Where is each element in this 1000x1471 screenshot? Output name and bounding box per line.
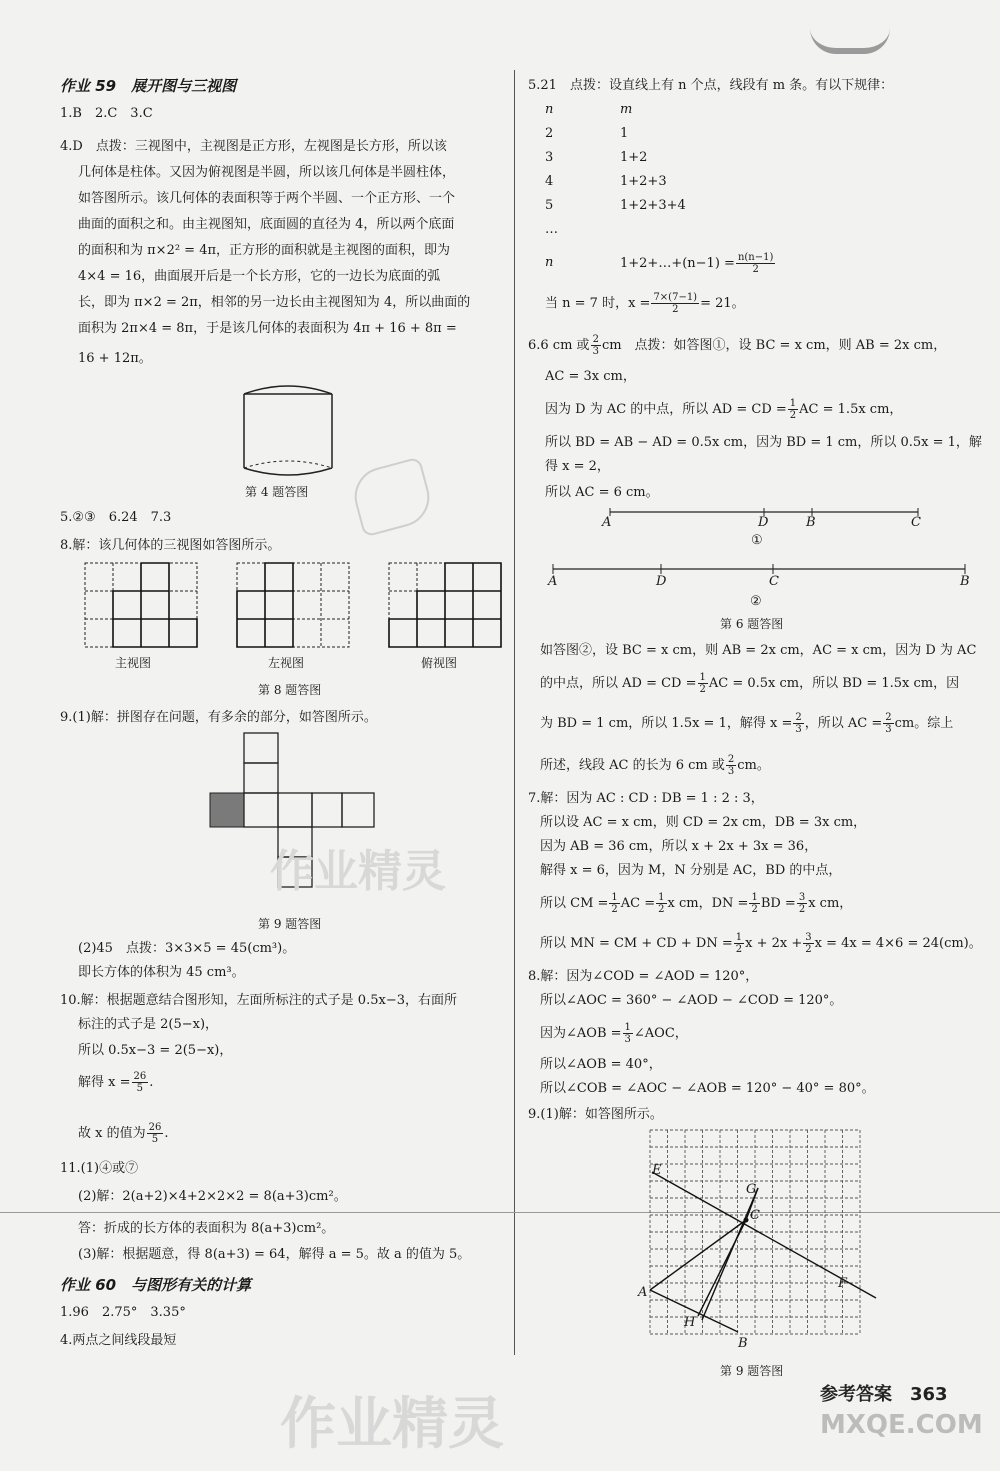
q7-line bbox=[540, 932, 982, 955]
point-label: A bbox=[638, 1285, 648, 1300]
text: AC = 0.5x cm，所以 BD = 1.5x cm，因 bbox=[708, 676, 960, 691]
figure-caption-6: 第 6 题答图 bbox=[720, 617, 784, 631]
denominator: 3 bbox=[885, 724, 892, 735]
fraction bbox=[734, 932, 744, 955]
fraction bbox=[803, 932, 813, 955]
text-line: AC = 3x cm， bbox=[545, 369, 636, 384]
text: cm。 bbox=[737, 758, 770, 773]
text-line: 的面积和为 π×2² = 4π，正方形的面积就是主视图的面积，即为 bbox=[78, 243, 451, 258]
denominator: 2 bbox=[789, 410, 797, 421]
text-line: 所以∠AOC = 360° − ∠AOD − ∠COD = 120°。 bbox=[540, 993, 843, 1008]
q9-intro: 9.(1)解：拼图存在问题，有多余的部分，如答图所示。 bbox=[60, 710, 377, 725]
stamp-watermark bbox=[348, 457, 436, 538]
top-decoration bbox=[810, 28, 890, 54]
text: 解得 x = bbox=[78, 1075, 131, 1090]
denominator: 3 bbox=[727, 766, 735, 777]
q7-line bbox=[540, 892, 852, 915]
point-label: H bbox=[684, 1315, 696, 1330]
figure-caption-9: 第 9 题答图 bbox=[258, 917, 322, 931]
fraction bbox=[788, 398, 798, 421]
numerator: 2 bbox=[885, 712, 892, 723]
section-title-59: 作业 59 展开图与三视图 bbox=[60, 77, 237, 95]
numerator: 2 bbox=[592, 334, 599, 345]
text: cm 点拨：如答图①，设 BC = x cm，则 AB = 2x cm， bbox=[601, 338, 947, 353]
answer-line: 1.96 2.75° 3.35° bbox=[60, 1305, 186, 1320]
answer-line: 5.②③ 6.24 7.3 bbox=[60, 510, 172, 525]
site-watermark: MXQE.COM bbox=[820, 1410, 983, 1440]
point-label: B bbox=[960, 574, 970, 589]
point-label: G bbox=[746, 1182, 757, 1197]
denominator: 2 bbox=[752, 264, 759, 275]
segment-figure-2 bbox=[545, 564, 975, 584]
fraction bbox=[698, 672, 708, 695]
q6-line bbox=[540, 672, 959, 695]
q8-line bbox=[540, 1022, 688, 1045]
numerator: n(n−1) bbox=[737, 252, 774, 263]
text-line: 16 + 12π。 bbox=[78, 351, 152, 366]
numerator: 1 bbox=[789, 398, 797, 409]
fraction bbox=[623, 1022, 633, 1045]
table-cell: 1 bbox=[620, 126, 629, 141]
text-line: 所以 0.5x−3 = 2(5−x)， bbox=[78, 1043, 233, 1058]
table-cell bbox=[620, 252, 776, 275]
fraction bbox=[883, 712, 893, 735]
view-label-top: 俯视图 bbox=[421, 656, 458, 670]
figure-caption-8: 第 8 题答图 bbox=[258, 683, 322, 697]
denominator: 3 bbox=[624, 1034, 631, 1045]
text-line: 所以 BD = AB − AD = 0.5x cm，因为 BD = 1 cm，所以 0.5x = 1，解 bbox=[545, 435, 982, 450]
text: ，所以 AC = bbox=[804, 716, 883, 731]
fraction bbox=[726, 754, 736, 777]
text-line: 所以 AC = 6 cm。 bbox=[545, 485, 659, 500]
denominator: 2 bbox=[805, 944, 812, 955]
figure-caption-4: 第 4 题答图 bbox=[245, 485, 309, 499]
page-number: 参考答案 363 bbox=[820, 1384, 948, 1405]
numerator: 2 bbox=[727, 754, 735, 765]
text: 所述，线段 AC 的长为 6 cm 或 bbox=[540, 758, 725, 773]
point-label: F bbox=[838, 1276, 848, 1291]
answer-line: 1.B 2.C 3.C bbox=[60, 106, 153, 121]
denominator: 5 bbox=[151, 1134, 159, 1145]
section-title-60: 作业 60 与图形有关的计算 bbox=[60, 1276, 252, 1294]
text-line: (3)解：根据题意，得 8(a+3) = 64，解得 a = 5。故 a 的值为 5。 bbox=[78, 1247, 471, 1262]
text: 所以 MN = CM + CD + DN = bbox=[540, 936, 733, 951]
fraction bbox=[656, 892, 666, 915]
denominator: 3 bbox=[795, 724, 802, 735]
point-label: A bbox=[602, 515, 612, 530]
text: x cm， bbox=[808, 896, 853, 911]
point-label: B bbox=[806, 515, 816, 530]
denominator: 5 bbox=[136, 1083, 144, 1094]
text-line: 答：折成的长方体的表面积为 8(a+3)cm²。 bbox=[78, 1221, 335, 1236]
fraction bbox=[147, 1122, 164, 1145]
text: x = 4x = 4×6 = 24(cm)。 bbox=[814, 936, 982, 951]
text: 为 BD = 1 cm，所以 1.5x = 1，解得 x = bbox=[540, 716, 793, 731]
text-line: 如答图②，设 BC = x cm，则 AB = 2x cm，AC = x cm，因为 D 为 AC bbox=[540, 643, 977, 658]
fraction bbox=[749, 892, 759, 915]
text-line: 所以设 AC = x cm，则 CD = 2x cm，DB = 3x cm， bbox=[540, 815, 867, 830]
table-cell: … bbox=[545, 222, 558, 237]
text: 的中点，所以 AD = CD = bbox=[540, 676, 697, 691]
fraction bbox=[793, 712, 803, 735]
text: x + 2x + bbox=[745, 936, 803, 951]
table-cell: 1+2+3 bbox=[620, 174, 667, 189]
point-label: C bbox=[769, 574, 779, 589]
text: 因为 D 为 AC 的中点，所以 AD = CD = bbox=[545, 402, 787, 417]
q5-intro: 5.21 点拨：设直线上有 n 个点，线段有 m 条。有以下规律： bbox=[528, 78, 894, 93]
fraction bbox=[736, 252, 775, 275]
table-cell: 5 bbox=[545, 198, 554, 213]
point-label: D bbox=[758, 515, 769, 530]
denominator: 2 bbox=[611, 904, 618, 915]
fraction bbox=[609, 892, 619, 915]
point-label: B bbox=[738, 1336, 748, 1351]
q6-line bbox=[540, 754, 770, 777]
numerator: 26 bbox=[133, 1071, 147, 1082]
point-label: C bbox=[911, 515, 921, 530]
text-line: 7.解：因为 AC : CD : DB = 1 : 2 : 3， bbox=[528, 791, 764, 806]
text-line: 11.(1)④或⑦ bbox=[60, 1161, 139, 1176]
figure-number: ② bbox=[750, 594, 762, 609]
text-line: 几何体是柱体。又因为俯视图是半圆，所以该几何体是半圆柱体， bbox=[78, 165, 456, 180]
numerator: 1 bbox=[699, 672, 706, 683]
table-cell: 3 bbox=[545, 150, 554, 165]
view-label-left: 左视图 bbox=[268, 656, 305, 670]
numerator: 7×(7−1) bbox=[653, 292, 698, 303]
denominator: 3 bbox=[592, 346, 599, 357]
text: 所以 CM = bbox=[540, 896, 609, 911]
text-line: 因为 AB = 36 cm，所以 x + 2x + 3x = 36， bbox=[540, 839, 818, 854]
table-cell: 1+2+3+4 bbox=[620, 198, 686, 213]
numerator: 3 bbox=[805, 932, 812, 943]
text-line: 所以∠AOB = 40°， bbox=[540, 1057, 662, 1072]
text-line: 解得 x = 6，因为 M，N 分别是 AC，BD 的中点， bbox=[540, 863, 842, 878]
text: 当 n = 7 时，x = bbox=[545, 296, 651, 311]
table-cell: n bbox=[545, 102, 554, 117]
column-divider bbox=[514, 70, 515, 1355]
denominator: 2 bbox=[735, 944, 743, 955]
text: 因为∠AOB = bbox=[540, 1026, 622, 1041]
text-line: 得 x = 2， bbox=[545, 459, 610, 474]
text: BD = bbox=[760, 896, 796, 911]
figure-caption-9b: 第 9 题答图 bbox=[720, 1364, 784, 1378]
denominator: 2 bbox=[672, 304, 679, 315]
numerator: 1 bbox=[735, 932, 743, 943]
numerator: 1 bbox=[658, 892, 665, 903]
point-label: A bbox=[548, 574, 558, 589]
point-label: D bbox=[656, 574, 667, 589]
text-line: 10.解：根据题意结合图形知，左面所标注的式子是 0.5x−3，右面所 bbox=[60, 993, 457, 1008]
fraction bbox=[797, 892, 807, 915]
text-line: 长，即为 π×2 = 2π，相邻的另一边长由主视图知为 4，所以曲面的 bbox=[78, 295, 471, 310]
text-line: 4×4 = 16，曲面展开后是一个长方形，它的一边长为底面的弧 bbox=[78, 269, 441, 284]
fraction bbox=[591, 334, 601, 357]
denominator: 2 bbox=[798, 904, 806, 915]
q5-conclusion bbox=[545, 292, 745, 315]
table-cell: n bbox=[545, 255, 554, 270]
view-label-front: 主视图 bbox=[115, 656, 152, 670]
text-line: 9.(1)解：如答图所示。 bbox=[528, 1107, 663, 1122]
q9-conclusion: 即长方体的体积为 45 cm³。 bbox=[78, 965, 245, 980]
q10-answer: 故 x 的值为 $\frac{26}{5}$ . bbox=[78, 1122, 169, 1145]
point-label: E bbox=[652, 1163, 662, 1178]
q8-intro: 8.解：该几何体的三视图如答图所示。 bbox=[60, 538, 281, 553]
text-line: 8.解：因为∠COD = ∠AOD = 120°， bbox=[528, 969, 759, 984]
text: = 21。 bbox=[700, 296, 745, 311]
text-line: 如答图所示。该几何体的表面积等于两个半圆、一个正方形、一个 bbox=[78, 191, 456, 206]
text-line: 曲面的面积之和。由主视图知，底面圆的直径为 4，所以两个底面 bbox=[78, 217, 455, 232]
fraction bbox=[132, 1071, 149, 1094]
text-line: 面积为 2π×4 = 8π，于是该几何体的表面积为 4π + 16 + 8π = bbox=[78, 321, 457, 336]
q6-line bbox=[545, 398, 902, 421]
text-line: 标注的式子是 2(5−x)， bbox=[78, 1017, 219, 1032]
denominator: 2 bbox=[699, 684, 706, 695]
watermark-text: 作业精灵 bbox=[270, 846, 446, 897]
text-line: 所以∠COB = ∠AOC − ∠AOB = 120° − 40° = 80°。 bbox=[540, 1081, 875, 1096]
fraction bbox=[651, 292, 699, 315]
table-cell: 4 bbox=[545, 174, 554, 189]
numerator: 1 bbox=[611, 892, 618, 903]
numerator: 2 bbox=[795, 712, 802, 723]
denominator: 2 bbox=[658, 904, 665, 915]
text-line: 4.D 点拨：三视图中，主视图是正方形，左视图是长方形，所以该 bbox=[60, 139, 447, 154]
text: AC = 1.5x cm， bbox=[799, 402, 903, 417]
point-label: C bbox=[750, 1208, 760, 1223]
q6-line bbox=[540, 712, 953, 735]
q10-solution: 解得 x = $\frac{26}{5}$ . bbox=[78, 1071, 154, 1094]
numerator: 1 bbox=[624, 1022, 631, 1033]
watermark-text: 作业精灵 bbox=[280, 1392, 504, 1457]
text: ∠AOC， bbox=[633, 1026, 688, 1041]
numerator: 1 bbox=[751, 892, 758, 903]
three-views-figure bbox=[85, 563, 505, 658]
text: x cm，DN = bbox=[667, 896, 749, 911]
text: 6.6 cm 或 bbox=[528, 338, 590, 353]
figure-number: ① bbox=[751, 533, 763, 548]
text: 1+2+…+(n−1) = bbox=[620, 256, 735, 271]
answer-line: 4.两点之间线段最短 bbox=[60, 1333, 177, 1348]
text-line: (2)解：2(a+2)×4+2×2×2 = 8(a+3)cm²。 bbox=[78, 1189, 347, 1204]
table-cell: 1+2 bbox=[620, 150, 648, 165]
half-cylinder-figure bbox=[240, 382, 340, 482]
numerator: 26 bbox=[148, 1122, 162, 1133]
q9-part2: (2)45 点拨：3×3×5 = 45(cm³)。 bbox=[78, 941, 296, 956]
table-cell: m bbox=[620, 102, 633, 117]
q6-line bbox=[528, 334, 946, 357]
numerator: 3 bbox=[798, 892, 806, 903]
text: 故 x 的值为 bbox=[78, 1126, 146, 1141]
denominator: 2 bbox=[751, 904, 758, 915]
text: cm。综上 bbox=[894, 716, 954, 731]
text: AC = bbox=[620, 896, 656, 911]
table-cell: 2 bbox=[545, 126, 554, 141]
